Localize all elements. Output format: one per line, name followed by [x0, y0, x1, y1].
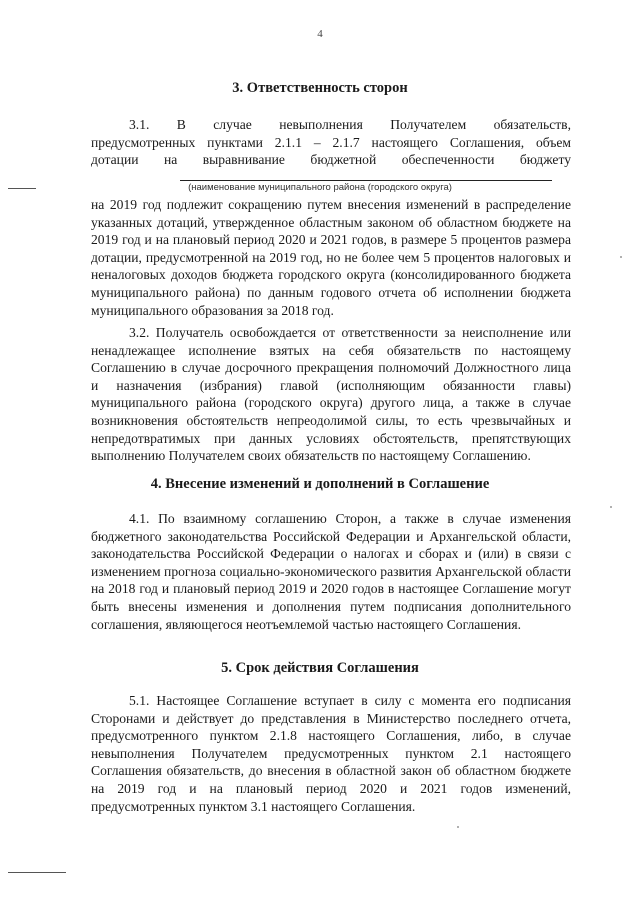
paragraph-3-1-intro	[91, 116, 571, 169]
paragraph-3-1-line-3: дотации на выравнивание бюджетной обеспеченности бюджету	[91, 152, 571, 168]
scan-speck	[457, 826, 459, 828]
scan-speck	[620, 256, 622, 258]
scan-margin-mark	[8, 188, 36, 189]
blank-caption: (наименование муниципального района (городского округа)	[188, 182, 452, 193]
paragraph-4-1: 4.1. По взаимному соглашению Сторон, а также в случае изменения бюджетного законодательства Российской Федерации и Архангельской области, законодательства Российской Федерации о налогах и сборах и (или) в связи с изменением прогноза социально-экономического развития Архангельской области на 2018 год и плановый период 2019 и 2020 годов в настоящее Соглашение могут быть внесены изменения и дополнения путем подписания дополнительного соглашения, являющегося неотъемлемой частью настоящего Соглашения.	[91, 511, 571, 632]
paragraph-5-1: 5.1. Настоящее Соглашение вступает в силу с момента его подписания Сторонами и действует до представления в Министерство последнего отчета, предусмотренного пунктом 2.1.8 настоящего Соглашения, либо, в случае невыполнения Получателем предусмотренных пунктом 2.1 настоящего Соглашения обязательств, до внесения в областной закон об областном бюджете на 2019 год и на плановый период 2020 и 2021 годов изменений, предусмотренных пунктом 3.1 настоящего Соглашения.	[91, 693, 571, 814]
paragraph-3-1-line-2: предусмотренных пунктами 2.1.1 – 2.1.7 настоящего Соглашения, объем	[91, 134, 571, 150]
paragraph-3-2: 3.2. Получатель освобождается от ответственности за неисполнение или ненадлежащее исполнение взятых на себя обязательств по настоящему Соглашению в случае досрочного прекращения полномочий Должностного лица и назначения (избрания) главой (исполняющим обязанности главы) муниципального района (городского округа) другого лица, а также в случае возникновения обстоятельств непреодолимой силы, то есть чрезвычайных и непредотвратимых при данных условиях обстоятельств, препятствующих выполнению Получателем своих обязательств по настоящему Соглашению.	[91, 325, 571, 464]
section-5-heading: 5. Срок действия Соглашения	[221, 660, 419, 676]
paragraph-3-1-continuation: на 2019 год подлежит сокращению путем внесения изменений в распределение указанных дотаций, утвержденное областным законом об областном бюджете на 2019 год и на плановый период 2020 и 2021 годов, в размере 5 процентов размера дотации, предусмотренной на 2019 год, но не более чем 5 процентов налоговых и неналоговых доходов бюджета городского округа (консолидированного бюджета муниципального района) по данным годового отчета об исполнении бюджета муниципального образования за 2018 год.	[91, 197, 571, 318]
scan-speck	[610, 506, 612, 508]
section-3-heading: 3. Ответственность сторон	[232, 80, 408, 96]
paragraph-3-1-line-1: 3.1. В случае невыполнения Получателем обязательств,	[129, 117, 571, 132]
blank-fill-line	[180, 180, 552, 181]
scan-margin-mark	[8, 872, 66, 873]
section-4-heading: 4. Внесение изменений и дополнений в Соглашение	[150, 476, 490, 492]
page-number: 4	[317, 28, 323, 40]
